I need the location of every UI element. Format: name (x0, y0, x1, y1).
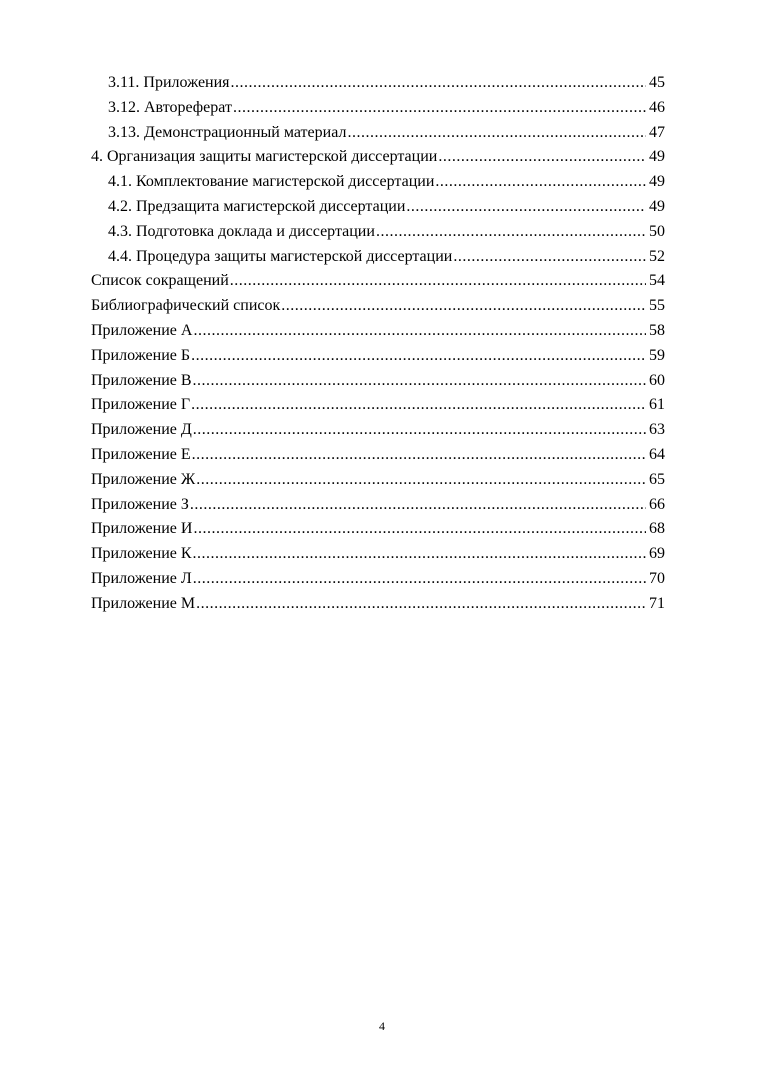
toc-dot-leader (193, 418, 646, 443)
toc-dot-leader (190, 493, 646, 518)
toc-entry-title: Приложение К (91, 545, 192, 563)
toc-entry-page: 60 (649, 371, 665, 389)
toc-entry-title: 3.13. Демонстрационный материал (108, 123, 347, 141)
toc-entry[interactable] (91, 71, 665, 96)
toc-entry-title: 4.3. Подготовка доклада и диссертации (108, 222, 375, 240)
toc-entry-title: 4.1. Комплектование магистерской диссертации (108, 173, 435, 191)
toc-entry-page: 46 (649, 98, 665, 116)
toc-entry-page: 49 (649, 148, 665, 166)
toc-entry[interactable] (91, 542, 665, 567)
toc-entry-title: 4.2. Предзащита магистерской диссертации (108, 197, 406, 215)
toc-entry-page: 68 (649, 520, 665, 538)
toc-entry[interactable] (91, 418, 665, 443)
toc-dot-leader (196, 592, 646, 617)
toc-entry-title: Библиографический список (91, 297, 281, 315)
toc-entry[interactable] (91, 121, 665, 146)
toc-entry-title: Приложение Е (91, 445, 191, 463)
toc-entry-page: 61 (649, 396, 665, 414)
toc-entry-title: 3.12. Автореферат (108, 98, 232, 116)
toc-entry-page: 49 (649, 197, 665, 215)
toc-entry[interactable] (91, 195, 665, 220)
toc-entry[interactable] (91, 145, 665, 170)
toc-dot-leader (453, 245, 646, 270)
toc-dot-leader (435, 170, 646, 195)
toc-entry-title: Приложение И (91, 520, 193, 538)
toc-dot-leader (191, 393, 646, 418)
toc-entry-page: 69 (649, 545, 665, 563)
table-of-contents (91, 71, 665, 617)
toc-entry-title: 4. Организация защиты магистерской диссертации (91, 148, 438, 166)
toc-dot-leader (233, 96, 646, 121)
toc-entry-title: Приложение М (91, 594, 196, 612)
toc-entry[interactable] (91, 369, 665, 394)
toc-entry-page: 70 (649, 569, 665, 587)
toc-entry-page: 47 (649, 123, 665, 141)
toc-entry-page: 59 (649, 346, 665, 364)
toc-entry-page: 65 (649, 470, 665, 488)
toc-entry[interactable] (91, 294, 665, 319)
toc-entry[interactable] (91, 443, 665, 468)
toc-entry[interactable] (91, 393, 665, 418)
toc-dot-leader (193, 542, 646, 567)
toc-dot-leader (191, 344, 646, 369)
toc-dot-leader (196, 468, 646, 493)
toc-entry-title: Приложение Л (91, 569, 192, 587)
toc-entry-page: 58 (649, 321, 665, 339)
toc-entry-title: Приложение А (91, 321, 193, 339)
toc-entry-page: 49 (649, 173, 665, 191)
toc-entry-title: 3.11. Приложения (108, 74, 230, 91)
toc-entry[interactable] (91, 96, 665, 121)
toc-entry[interactable] (91, 245, 665, 270)
toc-entry-title: Приложение З (91, 495, 189, 513)
toc-dot-leader (193, 567, 646, 592)
toc-entry-page: 71 (649, 594, 665, 612)
toc-dot-leader (231, 71, 646, 96)
toc-dot-leader (347, 121, 646, 146)
toc-entry-title: Приложение Д (91, 421, 192, 439)
toc-entry[interactable] (91, 344, 665, 369)
toc-dot-leader (230, 269, 646, 294)
toc-entry[interactable] (91, 170, 665, 195)
toc-entry-page: 55 (649, 297, 665, 315)
toc-entry[interactable] (91, 517, 665, 542)
page-number: 4 (379, 1019, 385, 1033)
toc-entry-title: Приложение Ж (91, 470, 196, 488)
toc-entry-page: 66 (649, 495, 665, 513)
toc-entry[interactable] (91, 567, 665, 592)
toc-entry-title: Список сокращений (91, 272, 229, 290)
toc-entry-page: 54 (649, 272, 665, 290)
toc-entry[interactable] (91, 220, 665, 245)
toc-entry-page: 63 (649, 421, 665, 439)
toc-entry-page: 64 (649, 445, 665, 463)
toc-entry[interactable] (91, 319, 665, 344)
toc-entry-page: 52 (649, 247, 665, 265)
toc-entry-title: Приложение Б (91, 346, 191, 364)
toc-entry[interactable] (91, 269, 665, 294)
toc-entry[interactable] (91, 592, 665, 617)
toc-entry-page: 50 (649, 222, 665, 240)
toc-entry-title: Приложение Г (91, 396, 191, 414)
toc-dot-leader (281, 294, 646, 319)
toc-entry[interactable] (91, 493, 665, 518)
toc-dot-leader (376, 220, 646, 245)
toc-dot-leader (406, 195, 646, 220)
toc-dot-leader (438, 145, 646, 170)
toc-dot-leader (193, 319, 646, 344)
toc-dot-leader (193, 369, 646, 394)
toc-entry[interactable] (91, 468, 665, 493)
toc-dot-leader (193, 517, 646, 542)
toc-entry-page: 45 (649, 74, 665, 91)
toc-entry-title: Приложение В (91, 371, 192, 389)
toc-entry-title: 4.4. Процедура защиты магистерской диссертации (108, 247, 453, 265)
toc-dot-leader (192, 443, 646, 468)
